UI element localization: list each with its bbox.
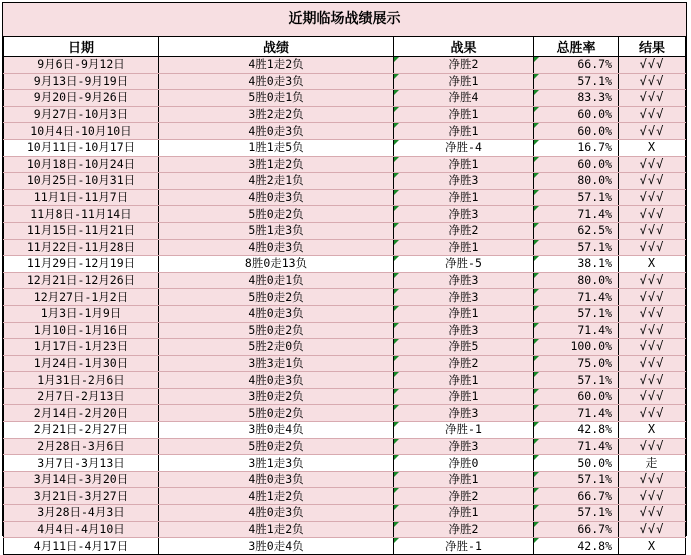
cell-result: 净胜-4 (394, 139, 534, 156)
cell-rate: 75.0% (534, 355, 619, 372)
cell-rate: 57.1% (534, 471, 619, 488)
cell-date: 4月11日-4月17日 (4, 538, 159, 555)
cell-result: 净胜5 (394, 339, 534, 356)
cell-outcome: √√√ (619, 239, 686, 256)
table-row (4, 289, 686, 306)
table-row (4, 156, 686, 173)
cell-rate: 57.1% (534, 305, 619, 322)
table-row (4, 339, 686, 356)
cell-record: 4胜0走3负 (159, 73, 394, 90)
record-table-sheet (2, 2, 687, 553)
header-rate: 总胜率 (534, 37, 619, 57)
cell-record: 5胜0走2负 (159, 206, 394, 223)
table-row (4, 73, 686, 90)
cell-date: 1月10日-1月16日 (4, 322, 159, 339)
table-row (4, 222, 686, 239)
table-row (4, 90, 686, 107)
cell-result: 净胜-1 (394, 422, 534, 439)
cell-outcome: √√√ (619, 355, 686, 372)
cell-result: 净胜3 (394, 272, 534, 289)
record-table (3, 37, 686, 555)
cell-date: 4月4日-4月10日 (4, 521, 159, 538)
cell-result: 净胜1 (394, 305, 534, 322)
cell-rate: 71.4% (534, 206, 619, 223)
cell-result: 净胜0 (394, 455, 534, 472)
cell-date: 11月1日-11月7日 (4, 189, 159, 206)
cell-outcome: √√√ (619, 471, 686, 488)
cell-outcome: X (619, 256, 686, 273)
cell-result: 净胜1 (394, 239, 534, 256)
cell-record: 5胜0走2负 (159, 438, 394, 455)
table-row (4, 355, 686, 372)
cell-record: 5胜2走0负 (159, 339, 394, 356)
cell-result: 净胜3 (394, 438, 534, 455)
cell-outcome: √√√ (619, 322, 686, 339)
cell-outcome: √√√ (619, 73, 686, 90)
table-body (4, 57, 686, 555)
cell-outcome: √√√ (619, 222, 686, 239)
table-row (4, 488, 686, 505)
cell-rate: 80.0% (534, 173, 619, 190)
cell-outcome: √√√ (619, 57, 686, 74)
table-row (4, 256, 686, 273)
cell-record: 3胜1走3负 (159, 455, 394, 472)
cell-rate: 60.0% (534, 156, 619, 173)
cell-rate: 57.1% (534, 372, 619, 389)
cell-date: 1月31日-2月6日 (4, 372, 159, 389)
table-row (4, 455, 686, 472)
header-date: 日期 (4, 37, 159, 57)
cell-outcome: X (619, 139, 686, 156)
cell-date: 1月3日-1月9日 (4, 305, 159, 322)
cell-outcome: √√√ (619, 272, 686, 289)
cell-outcome: √√√ (619, 206, 686, 223)
cell-date: 11月8日-11月14日 (4, 206, 159, 223)
table-row (4, 123, 686, 140)
cell-date: 3月21日-3月27日 (4, 488, 159, 505)
cell-record: 4胜0走3负 (159, 305, 394, 322)
cell-result: 净胜2 (394, 488, 534, 505)
cell-rate: 60.0% (534, 106, 619, 123)
cell-rate: 57.1% (534, 189, 619, 206)
cell-record: 5胜0走1负 (159, 90, 394, 107)
cell-rate: 80.0% (534, 272, 619, 289)
cell-outcome: √√√ (619, 189, 686, 206)
header-outcome: 结果 (619, 37, 686, 57)
table-row (4, 305, 686, 322)
cell-result: 净胜1 (394, 372, 534, 389)
cell-date: 10月11日-10月17日 (4, 139, 159, 156)
cell-result: 净胜2 (394, 355, 534, 372)
cell-outcome: √√√ (619, 488, 686, 505)
table-row (4, 471, 686, 488)
cell-outcome: √√√ (619, 90, 686, 107)
cell-record: 1胜1走5负 (159, 139, 394, 156)
cell-record: 5胜0走2负 (159, 322, 394, 339)
cell-outcome: X (619, 538, 686, 555)
cell-record: 3胜0走4负 (159, 538, 394, 555)
cell-result: 净胜1 (394, 505, 534, 522)
cell-result: 净胜2 (394, 222, 534, 239)
cell-record: 4胜0走3负 (159, 372, 394, 389)
cell-result: 净胜1 (394, 189, 534, 206)
cell-rate: 57.1% (534, 73, 619, 90)
cell-rate: 71.4% (534, 322, 619, 339)
cell-record: 3胜0走2负 (159, 388, 394, 405)
cell-outcome: 走 (619, 455, 686, 472)
table-row (4, 57, 686, 74)
cell-date: 9月6日-9月12日 (4, 57, 159, 74)
cell-record: 4胜1走2负 (159, 57, 394, 74)
header-record: 战绩 (159, 37, 394, 57)
cell-outcome: √√√ (619, 173, 686, 190)
cell-record: 8胜0走13负 (159, 256, 394, 273)
cell-date: 10月25日-10月31日 (4, 173, 159, 190)
cell-result: 净胜4 (394, 90, 534, 107)
cell-result: 净胜2 (394, 521, 534, 538)
cell-date: 10月18日-10月24日 (4, 156, 159, 173)
cell-outcome: √√√ (619, 505, 686, 522)
cell-rate: 66.7% (534, 521, 619, 538)
table-row (4, 139, 686, 156)
cell-date: 9月20日-9月26日 (4, 90, 159, 107)
cell-outcome: √√√ (619, 372, 686, 389)
cell-result: 净胜1 (394, 388, 534, 405)
cell-rate: 57.1% (534, 239, 619, 256)
table-row (4, 521, 686, 538)
table-row (4, 505, 686, 522)
cell-rate: 16.7% (534, 139, 619, 156)
cell-date: 3月14日-3月20日 (4, 471, 159, 488)
cell-outcome: √√√ (619, 405, 686, 422)
cell-record: 4胜2走1负 (159, 173, 394, 190)
cell-date: 9月27日-10月3日 (4, 106, 159, 123)
cell-date: 2月7日-2月13日 (4, 388, 159, 405)
cell-record: 5胜1走3负 (159, 222, 394, 239)
cell-rate: 71.4% (534, 289, 619, 306)
cell-rate: 57.1% (534, 505, 619, 522)
cell-record: 5胜0走2负 (159, 405, 394, 422)
cell-rate: 42.8% (534, 538, 619, 555)
cell-outcome: √√√ (619, 289, 686, 306)
cell-rate: 66.7% (534, 488, 619, 505)
cell-date: 1月17日-1月23日 (4, 339, 159, 356)
cell-record: 4胜0走3负 (159, 123, 394, 140)
cell-record: 4胜0走3负 (159, 505, 394, 522)
cell-date: 3月7日-3月13日 (4, 455, 159, 472)
table-row (4, 438, 686, 455)
cell-outcome: √√√ (619, 438, 686, 455)
cell-date: 11月15日-11月21日 (4, 222, 159, 239)
cell-rate: 71.4% (534, 405, 619, 422)
cell-record: 3胜3走1负 (159, 355, 394, 372)
table-row (4, 388, 686, 405)
cell-result: 净胜1 (394, 123, 534, 140)
cell-result: 净胜-1 (394, 538, 534, 555)
cell-result: 净胜1 (394, 73, 534, 90)
cell-rate: 60.0% (534, 123, 619, 140)
cell-date: 2月21日-2月27日 (4, 422, 159, 439)
cell-record: 4胜0走3负 (159, 239, 394, 256)
cell-rate: 66.7% (534, 57, 619, 74)
cell-rate: 60.0% (534, 388, 619, 405)
header-result: 战果 (394, 37, 534, 57)
table-row (4, 322, 686, 339)
cell-outcome: √√√ (619, 123, 686, 140)
cell-outcome: √√√ (619, 156, 686, 173)
cell-result: 净胜-5 (394, 256, 534, 273)
table-row (4, 173, 686, 190)
cell-date: 12月27日-1月2日 (4, 289, 159, 306)
cell-date: 9月13日-9月19日 (4, 73, 159, 90)
cell-result: 净胜3 (394, 289, 534, 306)
cell-outcome: X (619, 422, 686, 439)
table-row (4, 538, 686, 555)
cell-rate: 50.0% (534, 455, 619, 472)
cell-date: 3月28日-4月3日 (4, 505, 159, 522)
cell-record: 3胜0走4负 (159, 422, 394, 439)
cell-record: 5胜0走2负 (159, 289, 394, 306)
cell-result: 净胜3 (394, 206, 534, 223)
cell-record: 4胜0走3负 (159, 189, 394, 206)
cell-result: 净胜2 (394, 57, 534, 74)
cell-result: 净胜3 (394, 405, 534, 422)
cell-date: 2月28日-3月6日 (4, 438, 159, 455)
cell-record: 3胜2走2负 (159, 106, 394, 123)
cell-date: 2月14日-2月20日 (4, 405, 159, 422)
cell-outcome: √√√ (619, 521, 686, 538)
cell-rate: 62.5% (534, 222, 619, 239)
cell-rate: 83.3% (534, 90, 619, 107)
cell-outcome: √√√ (619, 388, 686, 405)
table-row (4, 239, 686, 256)
cell-date: 10月4日-10月10日 (4, 123, 159, 140)
table-row (4, 372, 686, 389)
cell-record: 3胜1走2负 (159, 156, 394, 173)
cell-date: 11月29日-12月19日 (4, 256, 159, 273)
cell-record: 4胜0走1负 (159, 272, 394, 289)
cell-outcome: √√√ (619, 106, 686, 123)
table-row (4, 405, 686, 422)
cell-rate: 71.4% (534, 438, 619, 455)
table-title: 近期临场战绩展示 (3, 3, 686, 37)
cell-result: 净胜1 (394, 106, 534, 123)
cell-date: 12月21日-12月26日 (4, 272, 159, 289)
cell-record: 4胜1走2负 (159, 521, 394, 538)
cell-rate: 42.8% (534, 422, 619, 439)
cell-record: 4胜0走3负 (159, 471, 394, 488)
cell-outcome: √√√ (619, 305, 686, 322)
cell-rate: 38.1% (534, 256, 619, 273)
cell-date: 1月24日-1月30日 (4, 355, 159, 372)
cell-result: 净胜3 (394, 322, 534, 339)
cell-result: 净胜3 (394, 173, 534, 190)
cell-record: 4胜1走2负 (159, 488, 394, 505)
table-row (4, 422, 686, 439)
cell-result: 净胜1 (394, 156, 534, 173)
cell-date: 11月22日-11月28日 (4, 239, 159, 256)
table-row (4, 272, 686, 289)
cell-outcome: √√√ (619, 339, 686, 356)
header-row (4, 37, 686, 57)
cell-rate: 100.0% (534, 339, 619, 356)
cell-result: 净胜1 (394, 471, 534, 488)
table-row (4, 106, 686, 123)
table-row (4, 206, 686, 223)
table-row (4, 189, 686, 206)
